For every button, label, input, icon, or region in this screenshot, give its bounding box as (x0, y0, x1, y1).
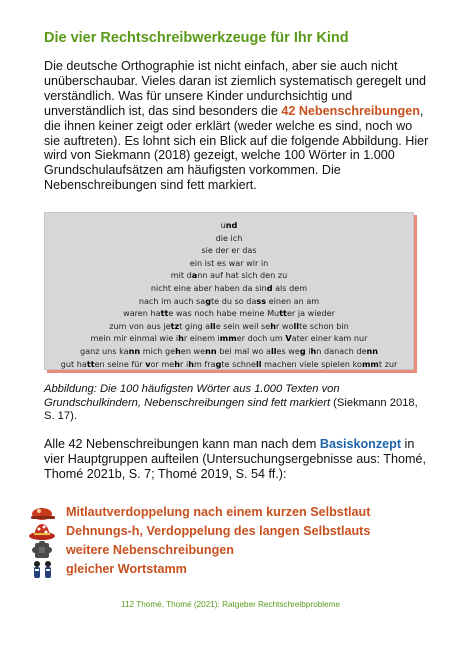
word-line (45, 295, 413, 308)
word-text: i (305, 345, 311, 356)
word-line (45, 332, 413, 345)
word-text: er doch um (236, 333, 286, 344)
hat-icon (28, 522, 62, 541)
nebenschreibung-mark: ll (210, 320, 216, 331)
nebenschreibung-mark: nn (205, 345, 217, 356)
word-text: gut ha (60, 358, 87, 369)
nebenschreibung-mark: tt (279, 308, 287, 319)
groups-text-1: Alle 42 Nebenschreibungen kann man nach dem (44, 437, 320, 451)
word-text: mein mir einmal wie i (90, 333, 179, 344)
word-text: bei mal wo a (216, 345, 271, 356)
word-text: die ich (215, 232, 243, 243)
ski-icon (28, 503, 62, 522)
nebenschreibung-mark: a (191, 270, 198, 281)
word-text: sie der er das (201, 245, 257, 256)
word-line (45, 307, 413, 320)
nebenschreibung-mark: tt (86, 358, 95, 369)
nebenschreibung-mark: tt (160, 308, 169, 319)
word-text: waren ha (123, 308, 161, 319)
word-text: m fra (193, 358, 216, 369)
intro-text-2: , die ihnen keiner zeigt oder erklärt (weder welche es sind, noch wo sie auftreten). Es lohnt sich ein Blick auf die folgende Abbildung. Hier wird von Siekmann (2018) gezeigt, welche 100 Wörter in 1.000 Grundschulaufsätzen am häufigsten vorkommen. Die Nebenschreibungen sind fett markiert. (44, 103, 429, 193)
nebenschreibung-mark: nn (128, 345, 141, 356)
puzzle-icon (28, 541, 62, 560)
word-text: machen viele spielen ko (261, 358, 362, 369)
nebenschreibung-mark: g (299, 345, 306, 356)
category-label: Dehnungs-h, Verdoppelung des langen Selbstlauts (66, 524, 371, 538)
category-list (28, 503, 438, 579)
word-text: nn auf hat sich den zu (197, 270, 288, 281)
caption-italic: Abbildung: Die 100 häufigsten Wörter aus 1.000 Texten von Grundschulkindern, Nebenschreibungen sind fett markiert (44, 383, 340, 409)
word-text: te schne (221, 358, 257, 369)
word-text: nach im auch sa (138, 295, 206, 306)
nebenschreibung-mark: ll (270, 345, 277, 356)
word-line (45, 269, 413, 282)
basiskonzept-highlight: Basiskonzept (319, 437, 402, 451)
word-line (45, 282, 413, 295)
category-item (28, 503, 438, 522)
category-label: weitere Nebenschreibungen (66, 543, 234, 557)
word-line (45, 232, 413, 245)
word-text: als dem (272, 282, 308, 293)
word-text: n danach de (316, 345, 367, 356)
word-text: er ja wieder (286, 308, 335, 319)
nebenschreibung-mark: h (270, 320, 277, 331)
word-text: e was noch habe meine Mu (168, 308, 280, 319)
word-text: nicht eine aber haben da sin (150, 282, 267, 293)
nebenschreibung-mark: mm (361, 358, 379, 369)
nebenschreibung-mark: ss (256, 295, 267, 306)
category-item (28, 541, 438, 560)
word-text: r einem i (183, 333, 220, 344)
figure-caption (44, 383, 429, 424)
nebenschreibung-mark: v (145, 358, 151, 369)
nebenschreibung-mark: h (175, 345, 181, 356)
word-text: en seine für (94, 358, 146, 369)
nebenschreibung-mark: d (266, 282, 273, 293)
groups-text-2: in vier Hauptgruppen aufteilen (Untersuchungsergebnisse aus: Thomé, Thomé 2021b, S. 7; Thomé 2019, S. 54 ff.): (44, 437, 427, 481)
nebenschreibung-mark: g (215, 358, 222, 369)
word-text: mit d (170, 270, 192, 281)
word-text: e sein weil se (215, 320, 271, 331)
nebenschreibungen-highlight: 42 Nebenschreibungen (281, 103, 420, 118)
nebenschreibung-mark: h (188, 358, 194, 369)
word-text: t zur (378, 358, 398, 369)
nebenschreibung-mark: nn (366, 345, 378, 356)
nebenschreibung-mark: h (178, 333, 184, 344)
word-line (45, 320, 413, 333)
page-heading: Die vier Rechtschreibwerkzeuge für Ihr Kind (44, 30, 349, 46)
nebenschreibung-mark: ll (293, 320, 300, 331)
word-text: einen an am (266, 295, 320, 306)
nebenschreibung-mark: h (174, 358, 181, 369)
intro-text-1: Die deutsche Orthographie ist nicht einfach, aber sie auch nicht unüberschaubar. Vieles daran ist ziemlich systematisch geregelt und verständlich. Was für unsere Kinder undurchsichtig und unverständlich ist, das sind besonders die (44, 59, 426, 118)
intro-paragraph (44, 59, 429, 193)
frequent-words-figure (44, 212, 414, 370)
word-text: ein ist es war wir in (189, 257, 269, 268)
figures-icon (28, 560, 62, 579)
word-line (45, 219, 413, 232)
word-line (45, 257, 413, 270)
word-text: te du so da (211, 295, 257, 306)
word-text: es we (276, 345, 300, 356)
word-line (45, 358, 413, 371)
word-text: ganz uns ka (79, 345, 129, 356)
category-item (28, 560, 438, 579)
nebenschreibung-mark: V (285, 333, 292, 344)
groups-paragraph (44, 437, 434, 482)
word-text: zum von aus je (109, 320, 171, 331)
word-text: or me (150, 358, 175, 369)
word-text: en we (180, 345, 206, 356)
nebenschreibung-mark: h (310, 345, 317, 356)
nebenschreibung-mark: ll (256, 358, 262, 369)
category-item (28, 522, 438, 541)
nebenschreibung-mark: tz (170, 320, 180, 331)
category-label: Mitlautverdoppelung nach einem kurzen Selbstlaut (66, 505, 371, 519)
category-label: gleicher Wortstamm (66, 562, 187, 576)
word-line (45, 244, 413, 257)
word-text: mich ge (140, 345, 176, 356)
caption-source: (Siekmann 2018, S. 17). (44, 396, 418, 423)
word-line (45, 345, 413, 358)
word-text: te schon bin (299, 320, 349, 331)
nebenschreibung-mark: mm (219, 333, 237, 344)
page-footer: 112 Thomé, Thomé (2021): Ratgeber Rechtschreibprobleme (121, 600, 340, 609)
word-text: r i (180, 358, 189, 369)
word-text: r wo (276, 320, 294, 331)
nebenschreibung-mark: g (205, 295, 211, 306)
word-text: u (220, 220, 226, 230)
nebenschreibung-mark: nd (225, 220, 238, 230)
word-text: ater einer kam nur (291, 333, 368, 344)
word-text: t ging a (179, 320, 211, 331)
